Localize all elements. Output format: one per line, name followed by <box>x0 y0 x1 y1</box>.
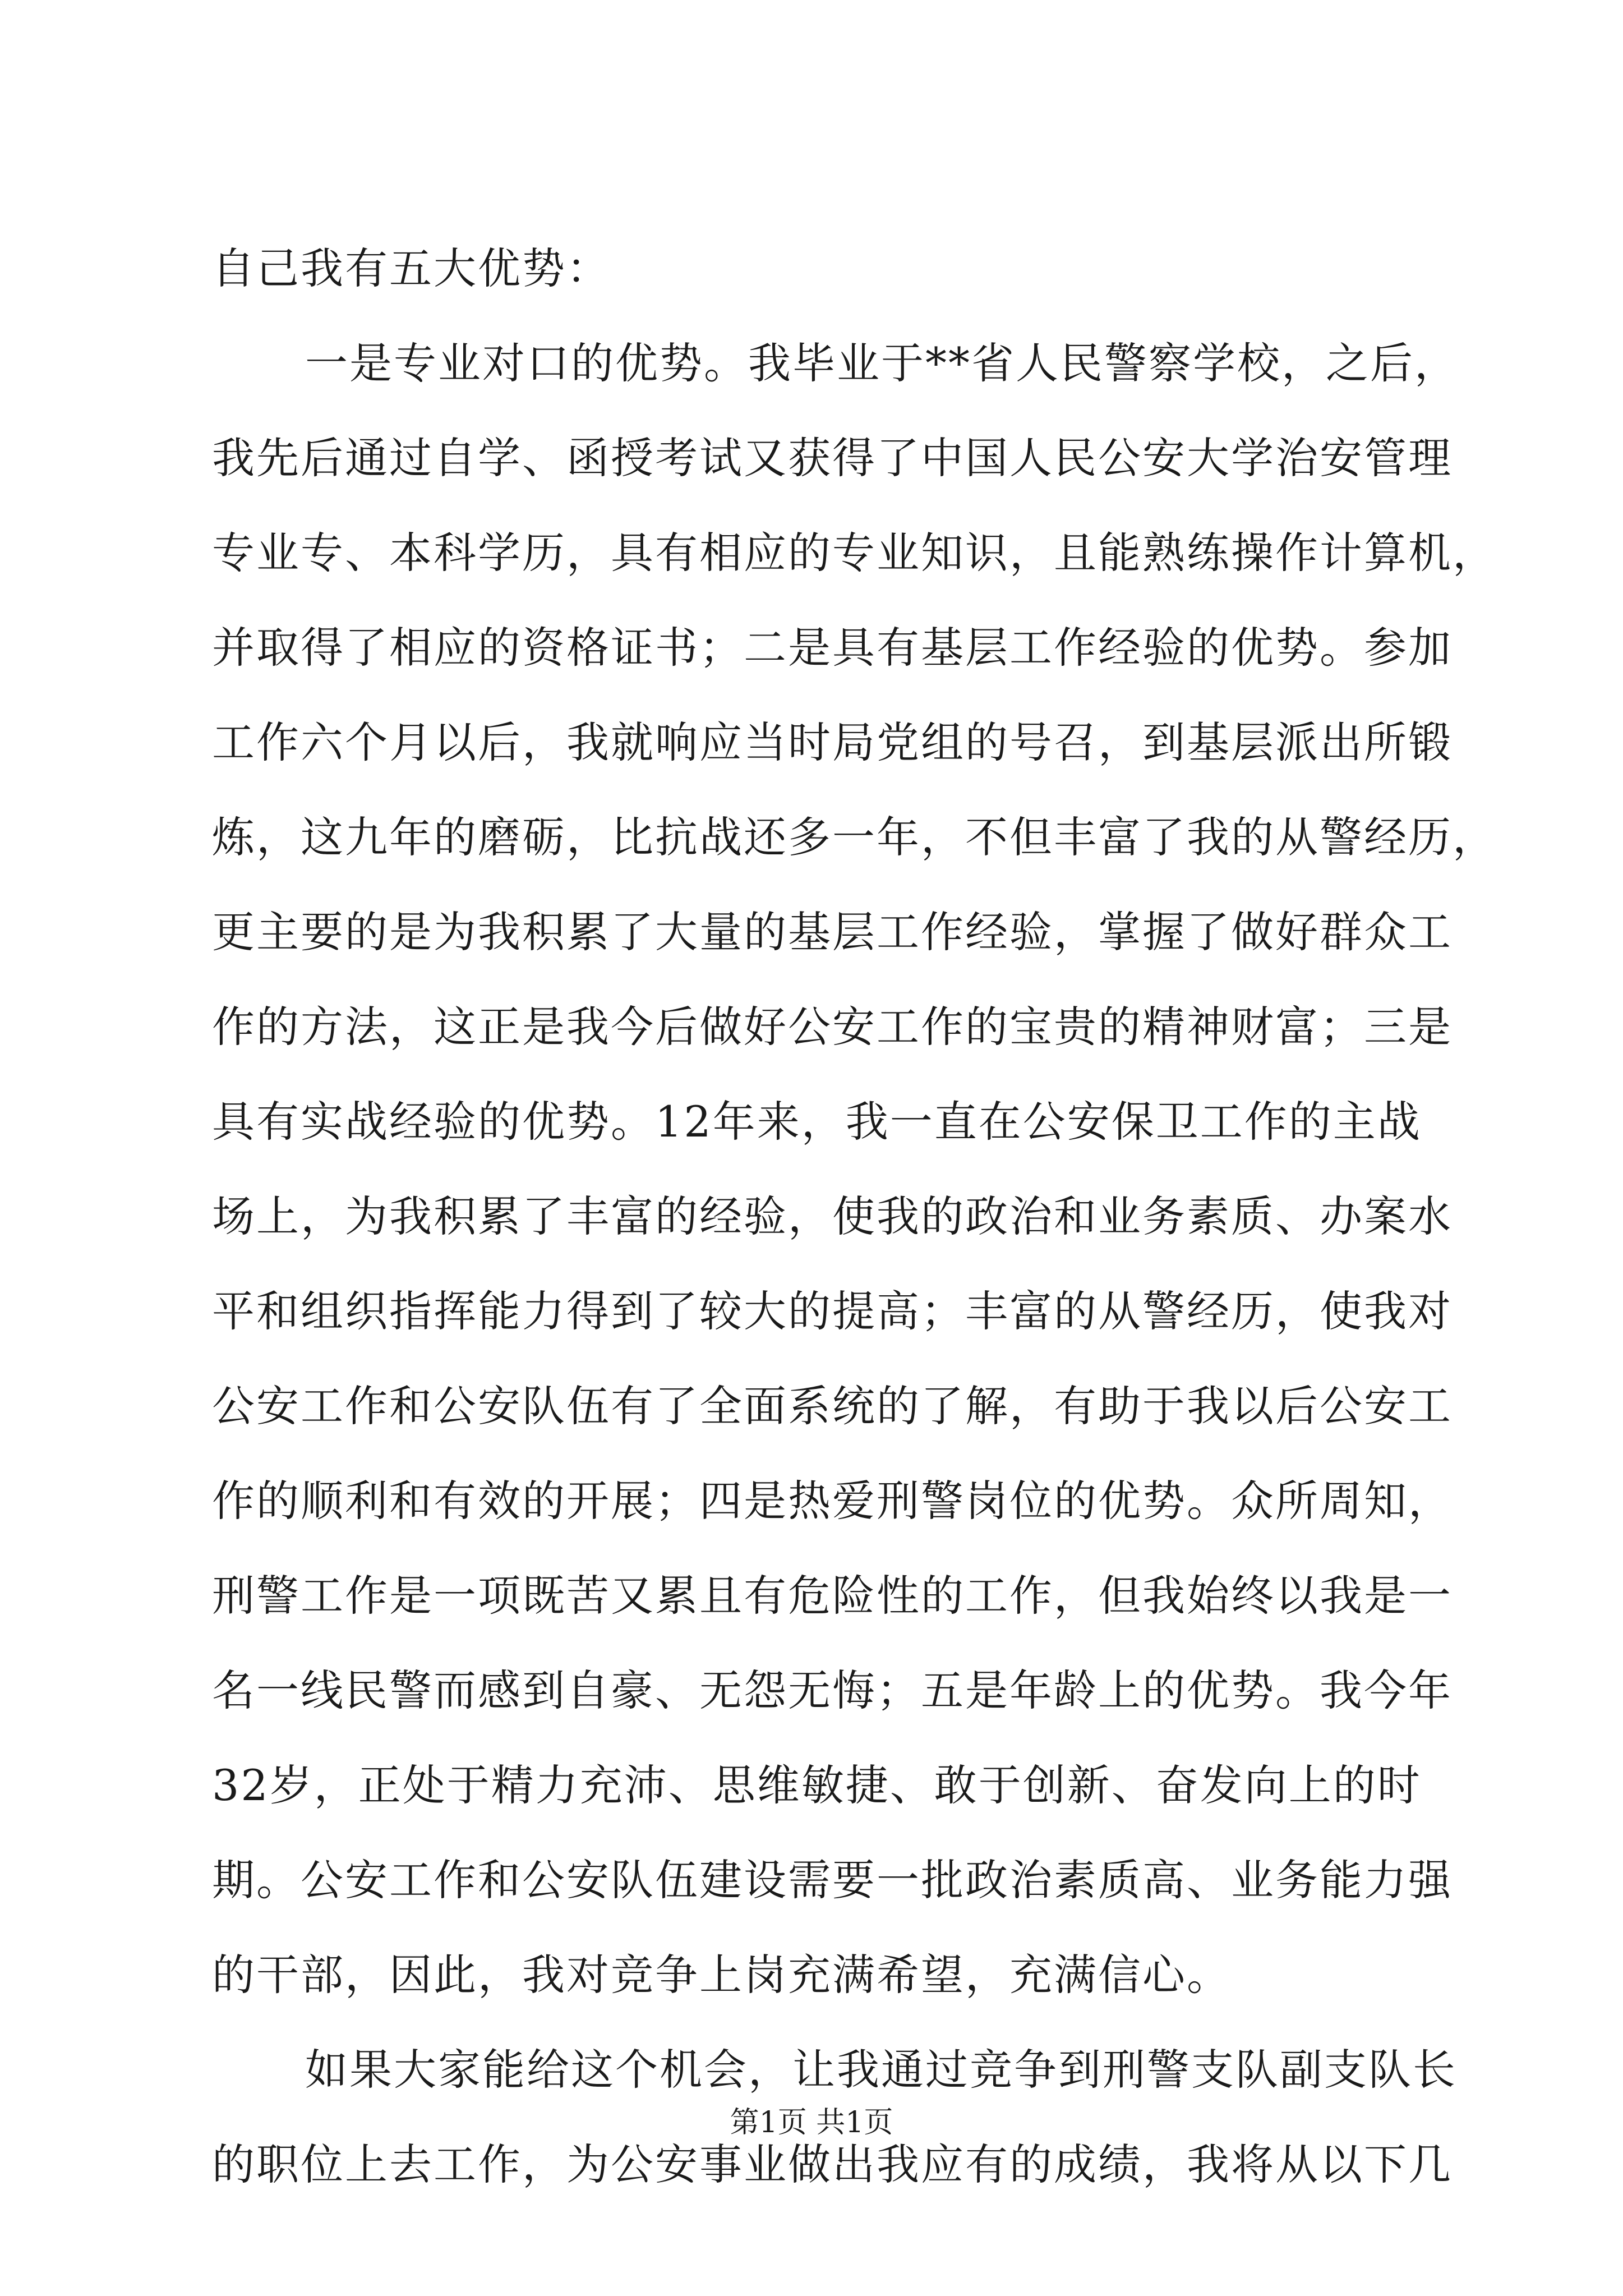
text-line: 并取得了相应的资格证书；二是具有基层工作经验的优势。参加 <box>212 623 1453 673</box>
text-line: 的职位上去工作，为公安事业做出我应有的成绩，我将从以下几 <box>212 2139 1453 2189</box>
text-line: 场上，为我积累了丰富的经验，使我的政治和业务素质、办案水 <box>212 1191 1453 1241</box>
text-line: 的干部，因此，我对竞争上岗充满希望，充满信心。 <box>212 1950 1231 2000</box>
body-text <box>212 221 1497 2212</box>
text-line: 作的顺利和有效的开展；四是热爱刑警岗位的优势。众所周知， <box>212 1476 1453 1526</box>
text-line: 刑警工作是一项既苦又累且有危险性的工作，但我始终以我是一 <box>212 1571 1453 1621</box>
page-footer: 第1页 共1页 <box>730 2106 893 2139</box>
paragraph-start-line: 如果大家能给这个机会，让我通过竞争到刑警支队副支队长 <box>305 2045 1457 2095</box>
text-line: 炼，这九年的磨砺，比抗战还多一年，不但丰富了我的从警经历， <box>212 812 1497 862</box>
text-line: 更主要的是为我积累了大量的基层工作经验，掌握了做好群众工 <box>212 907 1453 957</box>
text-line: 专业专、本科学历，具有相应的专业知识，且能熟练操作计算机， <box>212 528 1497 578</box>
paragraph-start-line: 一是专业对口的优势。我毕业于**省人民警察学校，之后， <box>305 338 1459 388</box>
text-line: 具有实战经验的优势。12年来，我一直在公安保卫工作的主战 <box>212 1097 1422 1147</box>
text-line: 工作六个月以后，我就响应当时局党组的号召，到基层派出所锻 <box>212 717 1453 767</box>
text-line: 自己我有五大优势： <box>212 243 611 293</box>
text-line: 期。公安工作和公安队伍建设需要一批政治素质高、业务能力强 <box>212 1855 1453 1905</box>
text-line: 32岁，正处于精力充沛、思维敏捷、敢于创新、奋发向上的时 <box>212 1760 1422 1810</box>
text-line: 作的方法，这正是我今后做好公安工作的宝贵的精神财富；三是 <box>212 1002 1453 1052</box>
text-line: 我先后通过自学、函授考试又获得了中国人民公安大学治安管理 <box>212 433 1453 483</box>
text-line: 平和组织指挥能力得到了较大的提高；丰富的从警经历，使我对 <box>212 1286 1453 1336</box>
text-line: 公安工作和公安队伍有了全面系统的了解，有助于我以后公安工 <box>212 1381 1453 1431</box>
text-line: 名一线民警而感到自豪、无怨无悔；五是年龄上的优势。我今年 <box>212 1665 1453 1715</box>
